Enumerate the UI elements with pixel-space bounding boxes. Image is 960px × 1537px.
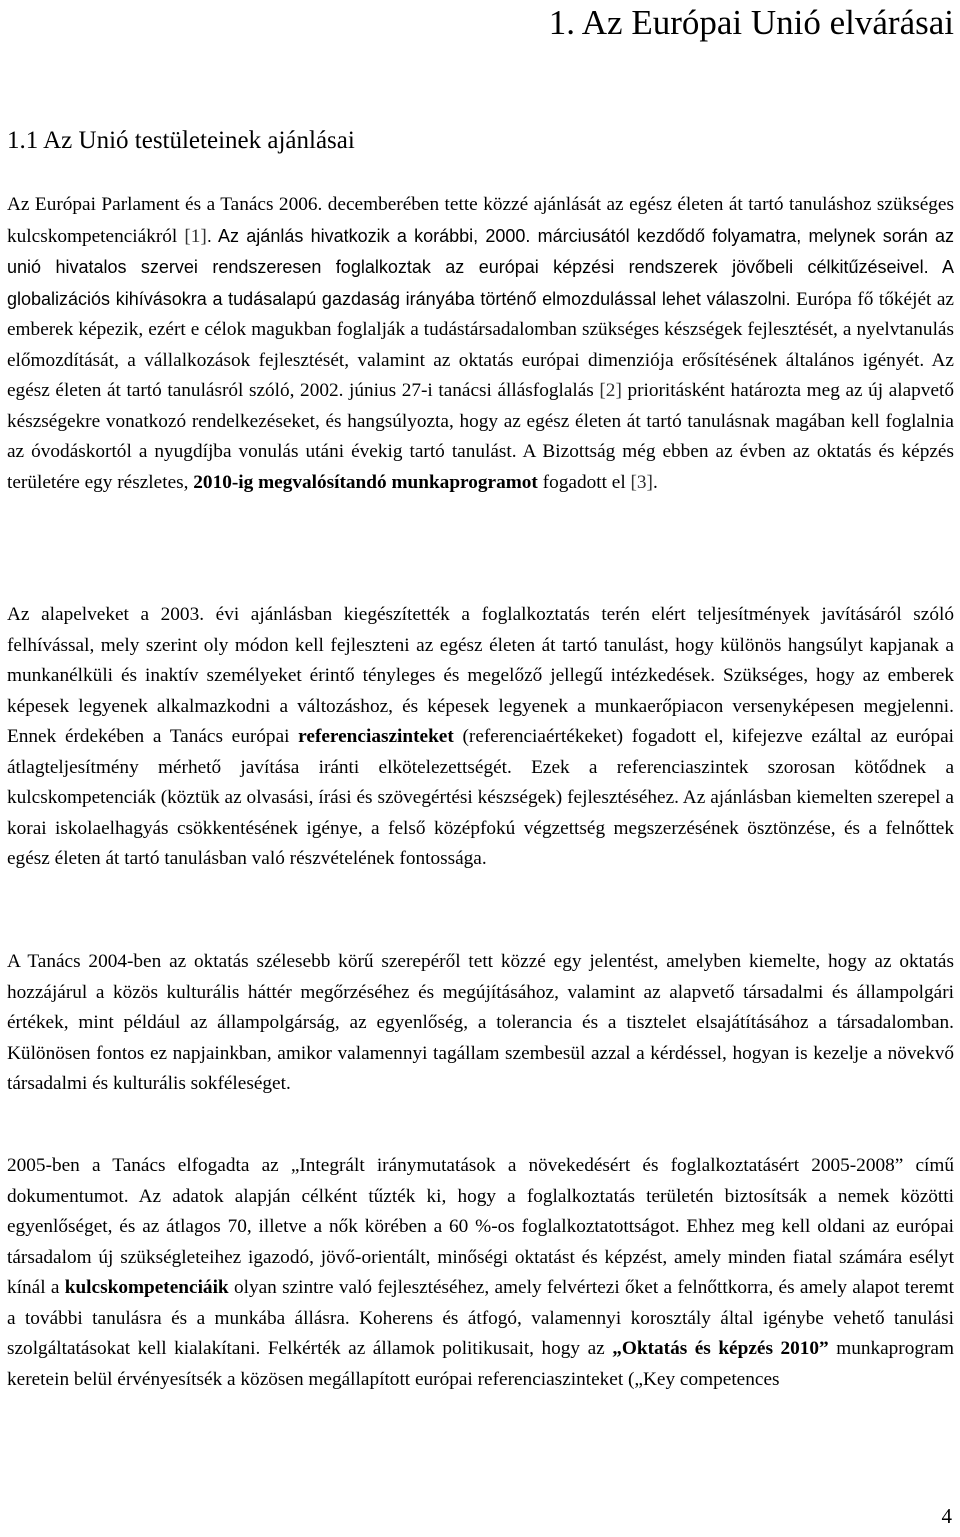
paragraph-1-text-b: . Az ajánlás hivatkozik a korábbi, 2000. márciusától kezdődő folyamatra, melynek során az unió hivatalos szervei rendszeresen foglalkoztak az európai képzési rendszerek jövőbeli célkitűzéseivel. A globalizációs kihívásokra a tudásalapú gazdaság irányába történő elmozdulással lehet válaszolni. — [7, 225, 954, 309]
reference-levels-highlight: referenciaszinteket — [298, 726, 454, 747]
paragraph-1-text-a: Az Európai Parlament és a Tanács 2006. decemberében tette közzé ajánlását az egész életen át tartó tanuláshoz szükséges kulcskompetenciákról — [7, 194, 954, 247]
paragraph-1-text-f: . — [652, 471, 658, 493]
reference-1[interactable]: [1] — [184, 225, 207, 247]
paragraph-3 — [7, 947, 954, 1100]
paragraph-1-text-e: fogadott el — [537, 471, 631, 493]
paragraph-4-text-b: olyan szintre való fejlesztéséhez, amely felvértezi őket a felnőttkorra, és amely alapot teremt a további tanulásra és a munkába állásra. Koherens és átfogó, valamennyi korosztály által igénybe vehető tanulási szolgáltatásokat kell kialakítani. Felkérték az államok politikusait, hogy az — [7, 1277, 954, 1359]
paragraph-1-text-d: prioritásként határozta meg az új alapvető készségekre vonatkozó rendelkezéseket, és hangsúlyozta, hogy az egész életen át tartó tanulásnak magában kell foglalnia az óvodáskortól a nyugdíjba vonulás utáni évekig tartó tanulást. A Bizottság még ebben az évben az oktatás és képzés területére egy részletes, — [7, 380, 955, 493]
chapter-title: 1. Az Európai Unió elvárásai — [548, 3, 954, 42]
paragraph-4-text-c: munkaprogram keretein belül érvényesítsék a közösen megállapított európai referenciaszinteket („Key competences — [7, 1338, 954, 1390]
paragraph-2-text-a: Az alapelveket a 2003. évi ajánlásban kiegészítették a foglalkoztatás terén elért teljesítmények javításáról szóló felhívással, mely szerint oly módon kell fejleszteni az egész életen át tartó tanulást, hogy különös hangsúlyt kapjanak a munkanélküli és inaktív személyeket érintő tényleges és megelőző jellegű intézkedések. Szükséges, hogy az emberek képesek legyenek alkalmazkodni a változáshoz, és képesek legyenek a munkaerőpiacon versenyképesen megjelenni. Ennek érdekében a Tanács európai — [7, 604, 954, 747]
key-competences-highlight: kulcskompetenciáik — [64, 1277, 229, 1298]
paragraph-4 — [7, 1151, 954, 1395]
education-training-2010-highlight: „Oktatás és képzés 2010” — [612, 1338, 829, 1359]
page-number: 4 — [941, 1504, 952, 1528]
paragraph-2 — [7, 600, 954, 875]
paragraph-1 — [7, 190, 954, 498]
work-program-highlight: 2010-ig megvalósítandó munkaprogramot — [193, 471, 538, 493]
reference-3[interactable]: [3] — [630, 471, 653, 493]
section-title: 1.1 Az Unió testületeinek ajánlásai — [7, 127, 355, 154]
paragraph-1-text-c: Európa fő tőkéjét az emberek képezik, ezért e célok magukban foglalják a tudástársadalomban szükséges készségek fejlesztését, a nyelvtanulás előmozdítását, a vállalkozások fejlesztését, valamint az oktatás európai dimenziója erősítésének általános igényét. Az egész életen át tartó tanulásról szóló, 2002. június 27-i tanácsi állásfoglalás — [7, 288, 954, 401]
paragraph-4-text-a: 2005-ben a Tanács elfogadta az „Integrált iránymutatások a növekedésért és foglalkoztatásért 2005-2008” című dokumentumot. Az adatok alapján célként tűzték ki, hogy a foglalkoztatás területén biztosítsák a nemek közötti egyenlőséget, és az átlagos 70, illetve a nők körében a 60 %-os foglalkoztatottságot. Ehhez meg kell oldani az európai társadalom új szükségleteihez igazodó, jövő-orientált, minőségi oktatást és képzést, amely minden fiatal számára esélyt kínál a — [7, 1155, 954, 1298]
paragraph-2-text-b: (referenciaértékeket) fogadott el, kifejezve ezáltal az európai átlagteljesítmény mérhető javítása iránti elkötelezettségét. Ezek a referenciaszintek szorosan kötődnek a kulcskompetenciák (köztük az olvasási, írási és szövegértési készségek) fejlesztéséhez. Az ajánlásban kiemelten szerepel a korai iskolaelhagyás csökkentésének igénye, a felső középfokú végzettség megszerzésének ösztönzése, és a felnőttek egész életen át tartó tanulásban való részvételének fontossága. — [7, 726, 954, 869]
reference-2[interactable]: [2] — [599, 380, 622, 401]
paragraph-3-text: A Tanács 2004-ben az oktatás szélesebb körű szerepéről tett közzé egy jelentést, amelyben kiemelte, hogy az oktatás hozzájárul a közös kulturális háttér megőrzéséhez és megújításához, valamint az alapvető társadalmi és állampolgári értékek, mint például az állampolgárság, az egyenlőség, a tolerancia és a tisztelet elsajátításához a társadalomban. Különösen fontos ez napjainkban, amikor valamennyi tagállam szembesül azzal a kérdéssel, hogyan is kezelje a növekvő társadalmi és kulturális sokféleséget. — [7, 951, 954, 1094]
